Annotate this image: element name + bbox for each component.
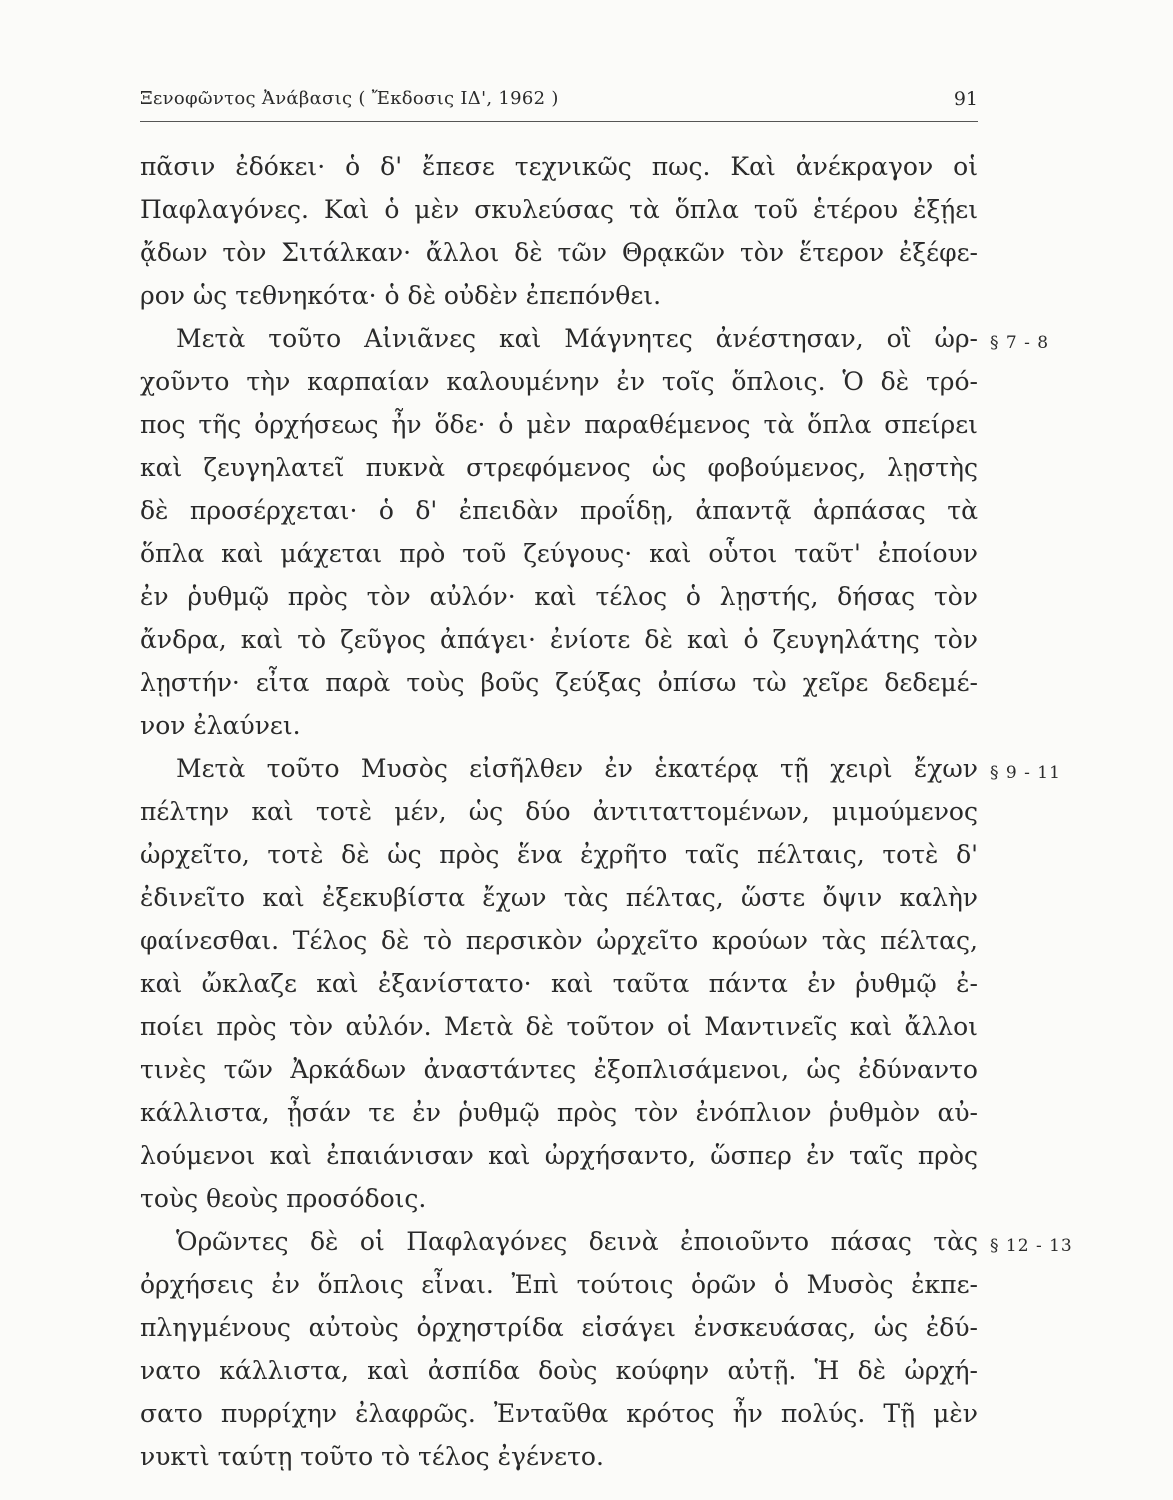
text-line: πληγμένους αὐτοὺς ὀρχηστρίδα εἰσάγει ἐνσκευάσας, ὡς ἐδύ-: [140, 1313, 978, 1342]
text-line: νατο κάλλιστα, καὶ ἀσπίδα δοὺς κούφην αὐτῇ. Ἡ δὲ ὠρχή-: [140, 1356, 978, 1385]
text-line: τοὺς θεοὺς προσόδοις.: [140, 1184, 427, 1213]
text-line: ᾄδων τὸν Σιτάλκαν· ἄλλοι δὲ τῶν Θρᾳκῶν τὸν ἕτερον ἐξέφε-: [140, 238, 978, 267]
section-reference: § 12 - 13: [990, 1236, 1073, 1256]
text-line: Μετὰ τοῦτο Μυσὸς εἰσῆλθεν ἐν ἑκατέρᾳ τῇ χειρὶ ἔχων: [176, 754, 978, 783]
text-line: λῃστήν· εἶτα παρὰ τοὺς βοῦς ζεύξας ὀπίσω τὼ χεῖρε δεδεμέ-: [140, 668, 978, 697]
text-line: νυκτὶ ταύτῃ τοῦτο τὸ τέλος ἐγένετο.: [140, 1442, 604, 1471]
text-line: ἐν ῥυθμῷ πρὸς τὸν αὐλόν· καὶ τέλος ὁ λῃστής, δήσας τὸν: [140, 582, 978, 611]
text-line: ὀρχήσεις ἐν ὅπλοις εἶναι. Ἐπὶ τούτοις ὁρῶν ὁ Μυσὸς ἐκπε-: [140, 1270, 978, 1299]
text-line: Ὁρῶντες δὲ οἱ Παφλαγόνες δεινὰ ἐποιοῦντο πάσας τὰς: [176, 1227, 978, 1256]
text-line: ὠρχεῖτο, τοτὲ δὲ ὡς πρὸς ἕνα ἐχρῆτο ταῖς πέλταις, τοτὲ δ': [140, 840, 978, 869]
page-number: 91: [953, 88, 978, 110]
running-header: [140, 88, 978, 118]
text-line: Παφλαγόνες. Καὶ ὁ μὲν σκυλεύσας τὰ ὅπλα τοῦ ἑτέρου ἐξῄει: [140, 195, 978, 224]
header-title: Ξενοφῶντος Ἀνάβασις ( Ἔκδοσις ΙΔ', 1962 ): [140, 88, 559, 109]
text-line: ἄνδρα, καὶ τὸ ζεῦγος ἀπάγει· ἐνίοτε δὲ καὶ ὁ ζευγηλάτης τὸν: [140, 625, 978, 654]
text-line: ποίει πρὸς τὸν αὐλόν. Μετὰ δὲ τοῦτον οἱ Μαντινεῖς καὶ ἄλλοι: [140, 1012, 978, 1041]
text-line: καὶ ὤκλαζε καὶ ἐξανίστατο· καὶ ταῦτα πάντα ἐν ῥυθμῷ ἐ-: [140, 969, 978, 998]
text-line: λούμενοι καὶ ἐπαιάνισαν καὶ ὠρχήσαντο, ὥσπερ ἐν ταῖς πρὸς: [140, 1141, 978, 1170]
text-line: καὶ ζευγηλατεῖ πυκνὰ στρεφόμενος ὡς φοβούμενος, λῃστὴς: [140, 453, 978, 482]
text-line: κάλλιστα, ᾖσάν τε ἐν ῥυθμῷ πρὸς τὸν ἐνόπλιον ῥυθμὸν αὐ-: [140, 1098, 978, 1127]
text-line: φαίνεσθαι. Τέλος δὲ τὸ περσικὸν ὠρχεῖτο κρούων τὰς πέλτας,: [140, 926, 978, 955]
header-rule: [140, 121, 978, 122]
text-line: ἐδινεῖτο καὶ ἐξεκυβίστα ἔχων τὰς πέλτας, ὥστε ὄψιν καλὴν: [140, 883, 978, 912]
text-line: δὲ προσέρχεται· ὁ δ' ἐπειδὰν προΐδῃ, ἀπαντᾷ ἁρπάσας τὰ: [140, 496, 978, 525]
text-line: χοῦντο τὴν καρπαίαν καλουμένην ἐν τοῖς ὅπλοις. Ὁ δὲ τρό-: [140, 367, 978, 396]
text-line: ὅπλα καὶ μάχεται πρὸ τοῦ ζεύγους· καὶ οὗτοι ταῦτ' ἐποίουν: [140, 539, 978, 568]
text-line: Μετὰ τοῦτο Αἰνιᾶνες καὶ Μάγνητες ἀνέστησαν, οἳ ὠρ-: [176, 324, 978, 353]
text-line: πᾶσιν ἐδόκει· ὁ δ' ἔπεσε τεχνικῶς πως. Καὶ ἀνέκραγον οἱ: [140, 152, 978, 181]
text-line: πος τῆς ὀρχήσεως ἦν ὅδε· ὁ μὲν παραθέμενος τὰ ὅπλα σπείρει: [140, 410, 978, 439]
text-line: τινὲς τῶν Ἀρκάδων ἀναστάντες ἐξοπλισάμενοι, ὡς ἐδύναντο: [140, 1055, 978, 1084]
text-line: νον ἐλαύνει.: [140, 711, 301, 740]
text-line: πέλτην καὶ τοτὲ μέν, ὡς δύο ἀντιταττομένων, μιμούμενος: [140, 797, 978, 826]
section-reference: § 9 - 11: [990, 763, 1061, 783]
section-reference: § 7 - 8: [990, 333, 1050, 353]
text-line: ρον ὡς τεθνηκότα· ὁ δὲ οὐδὲν ἐπεπόνθει.: [140, 281, 662, 310]
text-line: σατο πυρρίχην ἐλαφρῶς. Ἐνταῦθα κρότος ἦν πολύς. Τῇ μὲν: [140, 1399, 978, 1428]
